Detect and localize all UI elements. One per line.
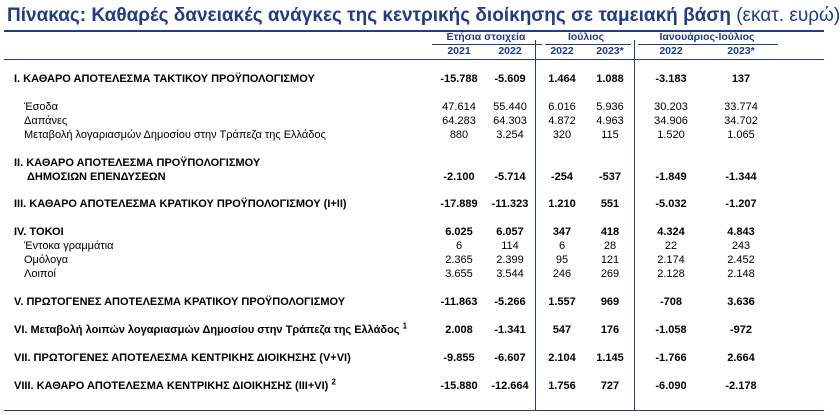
table-cell: 22 — [664, 240, 678, 252]
table-cell: -1.849 — [655, 171, 687, 183]
table-cell: 1.210 — [548, 198, 576, 210]
row-label — [24, 253, 68, 267]
table-cell: -2.178 — [725, 380, 757, 392]
table-cell: 2.664 — [727, 352, 755, 364]
title-unit: (εκατ. ευρώ) — [736, 5, 840, 26]
table-row — [0, 351, 829, 365]
table-cell: 3.544 — [496, 268, 524, 280]
table-cell: 4.963 — [596, 115, 624, 127]
row-label — [14, 156, 260, 170]
table-cell: 1.756 — [548, 380, 576, 392]
header-year: 2023* — [727, 45, 755, 57]
table-cell: 64.283 — [442, 115, 476, 127]
table-row — [0, 128, 829, 142]
table-cell: 137 — [731, 73, 751, 85]
table-cell: 6.025 — [445, 226, 473, 238]
header-group-july: Ιούλιος — [567, 31, 605, 43]
table-cell: 320 — [552, 129, 572, 141]
table-row — [0, 295, 829, 309]
table-cell: 1.145 — [596, 352, 624, 364]
table-cell: 1.557 — [548, 296, 576, 308]
table-cell: 1.088 — [596, 73, 624, 85]
table-row — [0, 253, 829, 267]
table-row — [0, 239, 829, 253]
row-label-text: IV. ΤΟΚΟΙ — [14, 226, 64, 238]
table-cell: -1.058 — [655, 324, 687, 336]
table-cell: 6 — [455, 240, 463, 252]
table-row — [0, 72, 829, 86]
row-label-text: ΔΗΜΟΣΙΩΝ ΕΠΕΝΔΥΣΕΩΝ — [27, 171, 166, 183]
row-label-text: I. ΚΑΘΑΡΟ ΑΠΟΤΕΛΕΣΜΑ ΤΑΚΤΙΚΟΥ ΠΡΟΫΠΟΛΟΓΙΣΜΟΥ — [14, 73, 315, 85]
table-cell: 2.174 — [657, 254, 685, 266]
table-cell: 2.104 — [548, 352, 576, 364]
table-cell: 33.774 — [724, 101, 758, 113]
table-cell: 547 — [552, 324, 572, 336]
table-title — [7, 4, 840, 28]
row-label-text: Έσοδα — [24, 101, 59, 113]
row-label — [24, 100, 58, 114]
table-cell: -3.183 — [655, 73, 687, 85]
table-cell: 34.906 — [654, 115, 688, 127]
row-label — [14, 197, 347, 211]
table-cell: -1.344 — [725, 171, 757, 183]
row-label — [14, 351, 351, 365]
table-row — [0, 156, 829, 170]
header-year: 2023* — [596, 45, 624, 57]
header-group-annual: Ετήσια στοιχεία — [446, 31, 526, 43]
table-cell: 243 — [731, 240, 751, 252]
row-label — [27, 170, 166, 184]
table-cell: -5.266 — [494, 296, 526, 308]
table-cell: -5.032 — [655, 198, 687, 210]
row-label-text: Δαπάνες — [24, 115, 68, 127]
table-row — [0, 267, 829, 281]
table-cell: 6 — [558, 240, 566, 252]
row-label-text: Μεταβολή λογαριασμών Δημοσίου στην Τράπεζα της Ελλάδος — [24, 129, 326, 141]
table-cell: 347 — [552, 226, 572, 238]
table-cell: -5.609 — [494, 73, 526, 85]
row-label — [14, 225, 64, 239]
table-cell: 2.148 — [727, 268, 755, 280]
table-cell: -6.607 — [494, 352, 526, 364]
table-cell: -708 — [659, 296, 683, 308]
row-label — [24, 267, 56, 281]
table-cell: 246 — [552, 268, 572, 280]
table-cell: 3.636 — [727, 296, 755, 308]
table-cell: 3.655 — [445, 268, 473, 280]
table-cell: 4.872 — [548, 115, 576, 127]
table-cell: -537 — [598, 171, 622, 183]
row-label — [14, 379, 336, 393]
table-cell: -9.855 — [443, 352, 475, 364]
header-bottom-rule — [4, 59, 824, 60]
row-label — [24, 114, 67, 128]
table-cell: -254 — [550, 171, 574, 183]
row-label — [24, 239, 114, 253]
table-cell: 2.399 — [496, 254, 524, 266]
table-row — [0, 379, 829, 393]
table-cell: 47.614 — [442, 101, 476, 113]
table-cell: 6.057 — [496, 226, 524, 238]
header-group-jan-july: Ιανουάριος-Ιούλιος — [659, 31, 755, 43]
table-cell: -11.323 — [491, 198, 529, 210]
table-cell: -12.664 — [491, 380, 529, 392]
table-row — [0, 323, 829, 337]
table-cell: 2.452 — [727, 254, 755, 266]
footnote-marker: 2 — [331, 377, 336, 387]
table-cell: 64.303 — [493, 115, 527, 127]
table-cell: -17.889 — [440, 198, 478, 210]
table-cell: 115 — [601, 129, 619, 141]
table-cell: 5.936 — [596, 101, 624, 113]
header-year: 2022 — [498, 45, 522, 57]
table-cell: 176 — [600, 324, 620, 336]
row-label-text: Έντοκα γραμμάτια — [24, 240, 114, 252]
table-cell: -15.788 — [440, 73, 478, 85]
row-label-text: VI. Μεταβολή λοιπών λογαριασμών Δημοσίου στην Τράπεζα της Ελλάδος — [14, 324, 400, 336]
row-label-text: VIII. ΚΑΘΑΡΟ ΑΠΟΤΕΛΕΣΜΑ ΚΕΝΤΡΙΚΗΣ ΔΙΟΙΚΗΣΗΣ (III+VI) — [14, 380, 329, 392]
table-cell: 551 — [600, 198, 620, 210]
row-label-text: III. ΚΑΘΑΡΟ ΑΠΟΤΕΛΕΣΜΑ ΚΡΑΤΙΚΟΥ ΠΡΟΫΠΟΛΟΓΙΣΜΟΥ (I+II) — [14, 198, 347, 210]
bottom-rule — [4, 410, 824, 411]
table-cell: -15.880 — [440, 380, 478, 392]
table-row — [0, 225, 829, 239]
table-cell: -6.090 — [655, 380, 687, 392]
footnote-marker: 1 — [402, 321, 408, 331]
table-row — [0, 114, 829, 128]
table-cell: 727 — [600, 380, 620, 392]
table-cell: 114 — [501, 240, 519, 252]
table-cell: 2.365 — [445, 254, 473, 266]
table-row — [0, 170, 829, 184]
table-cell: 3.254 — [496, 129, 524, 141]
table-cell: -2.100 — [443, 171, 475, 183]
table-cell: 30.203 — [654, 101, 688, 113]
row-label-text: II. ΚΑΘΑΡΟ ΑΠΟΤΕΛΕΣΜΑ ΠΡΟΫΠΟΛΟΓΙΣΜΟΥ — [14, 157, 261, 169]
table-cell: 121 — [600, 254, 620, 266]
header-year: 2022 — [550, 45, 574, 57]
row-label-text: Λοιποί — [24, 268, 56, 280]
table-cell: 95 — [555, 254, 569, 266]
table-cell: 2.128 — [657, 268, 685, 280]
table-cell: 55.440 — [493, 101, 527, 113]
row-label — [14, 323, 407, 337]
table-cell: 1.065 — [727, 129, 755, 141]
table-cell: 1.464 — [548, 73, 576, 85]
table-cell: -5.714 — [494, 171, 526, 183]
table-cell: 269 — [600, 268, 620, 280]
header-year: 2022 — [659, 45, 683, 57]
table-cell: -972 — [729, 324, 753, 336]
row-label — [14, 295, 345, 309]
row-label-text: Ομόλογα — [24, 254, 69, 266]
table-cell: -11.863 — [440, 296, 478, 308]
table-row — [0, 100, 829, 114]
table-cell: 2.008 — [445, 324, 473, 336]
table-cell: -1.207 — [725, 198, 757, 210]
row-label — [24, 128, 326, 142]
table-cell: -1.341 — [494, 324, 526, 336]
table-cell: 4.324 — [657, 226, 685, 238]
table-cell: 418 — [600, 226, 620, 238]
table-cell: 6.016 — [548, 101, 576, 113]
table-cell: 880 — [449, 129, 469, 141]
table-cell: 34.702 — [724, 115, 758, 127]
table-cell: -1.766 — [655, 352, 687, 364]
table-cell: 28 — [603, 240, 617, 252]
header-year: 2021 — [447, 45, 471, 57]
row-label-text: VII. ΠΡΩΤΟΓΕΝΕΣ ΑΠΟΤΕΛΕΣΜΑ ΚΕΝΤΡΙΚΗΣ ΔΙΟΙΚΗΣΗΣ (V+VI) — [14, 352, 351, 364]
table-cell: 1.520 — [657, 129, 685, 141]
row-label-text: V. ΠΡΩΤΟΓΕΝΕΣ ΑΠΟΤΕΛΕΣΜΑ ΚΡΑΤΙΚΟΥ ΠΡΟΫΠΟΛΟΓΙΣΜΟΥ — [14, 296, 346, 308]
title-main: Πίνακας: Καθαρές δανειακές ανάγκες της κεντρικής διοίκησης σε ταμειακή βάση — [7, 5, 731, 26]
table-row — [0, 197, 829, 211]
table-cell: 4.843 — [727, 226, 755, 238]
row-label — [14, 72, 315, 86]
table-cell: 969 — [600, 296, 620, 308]
